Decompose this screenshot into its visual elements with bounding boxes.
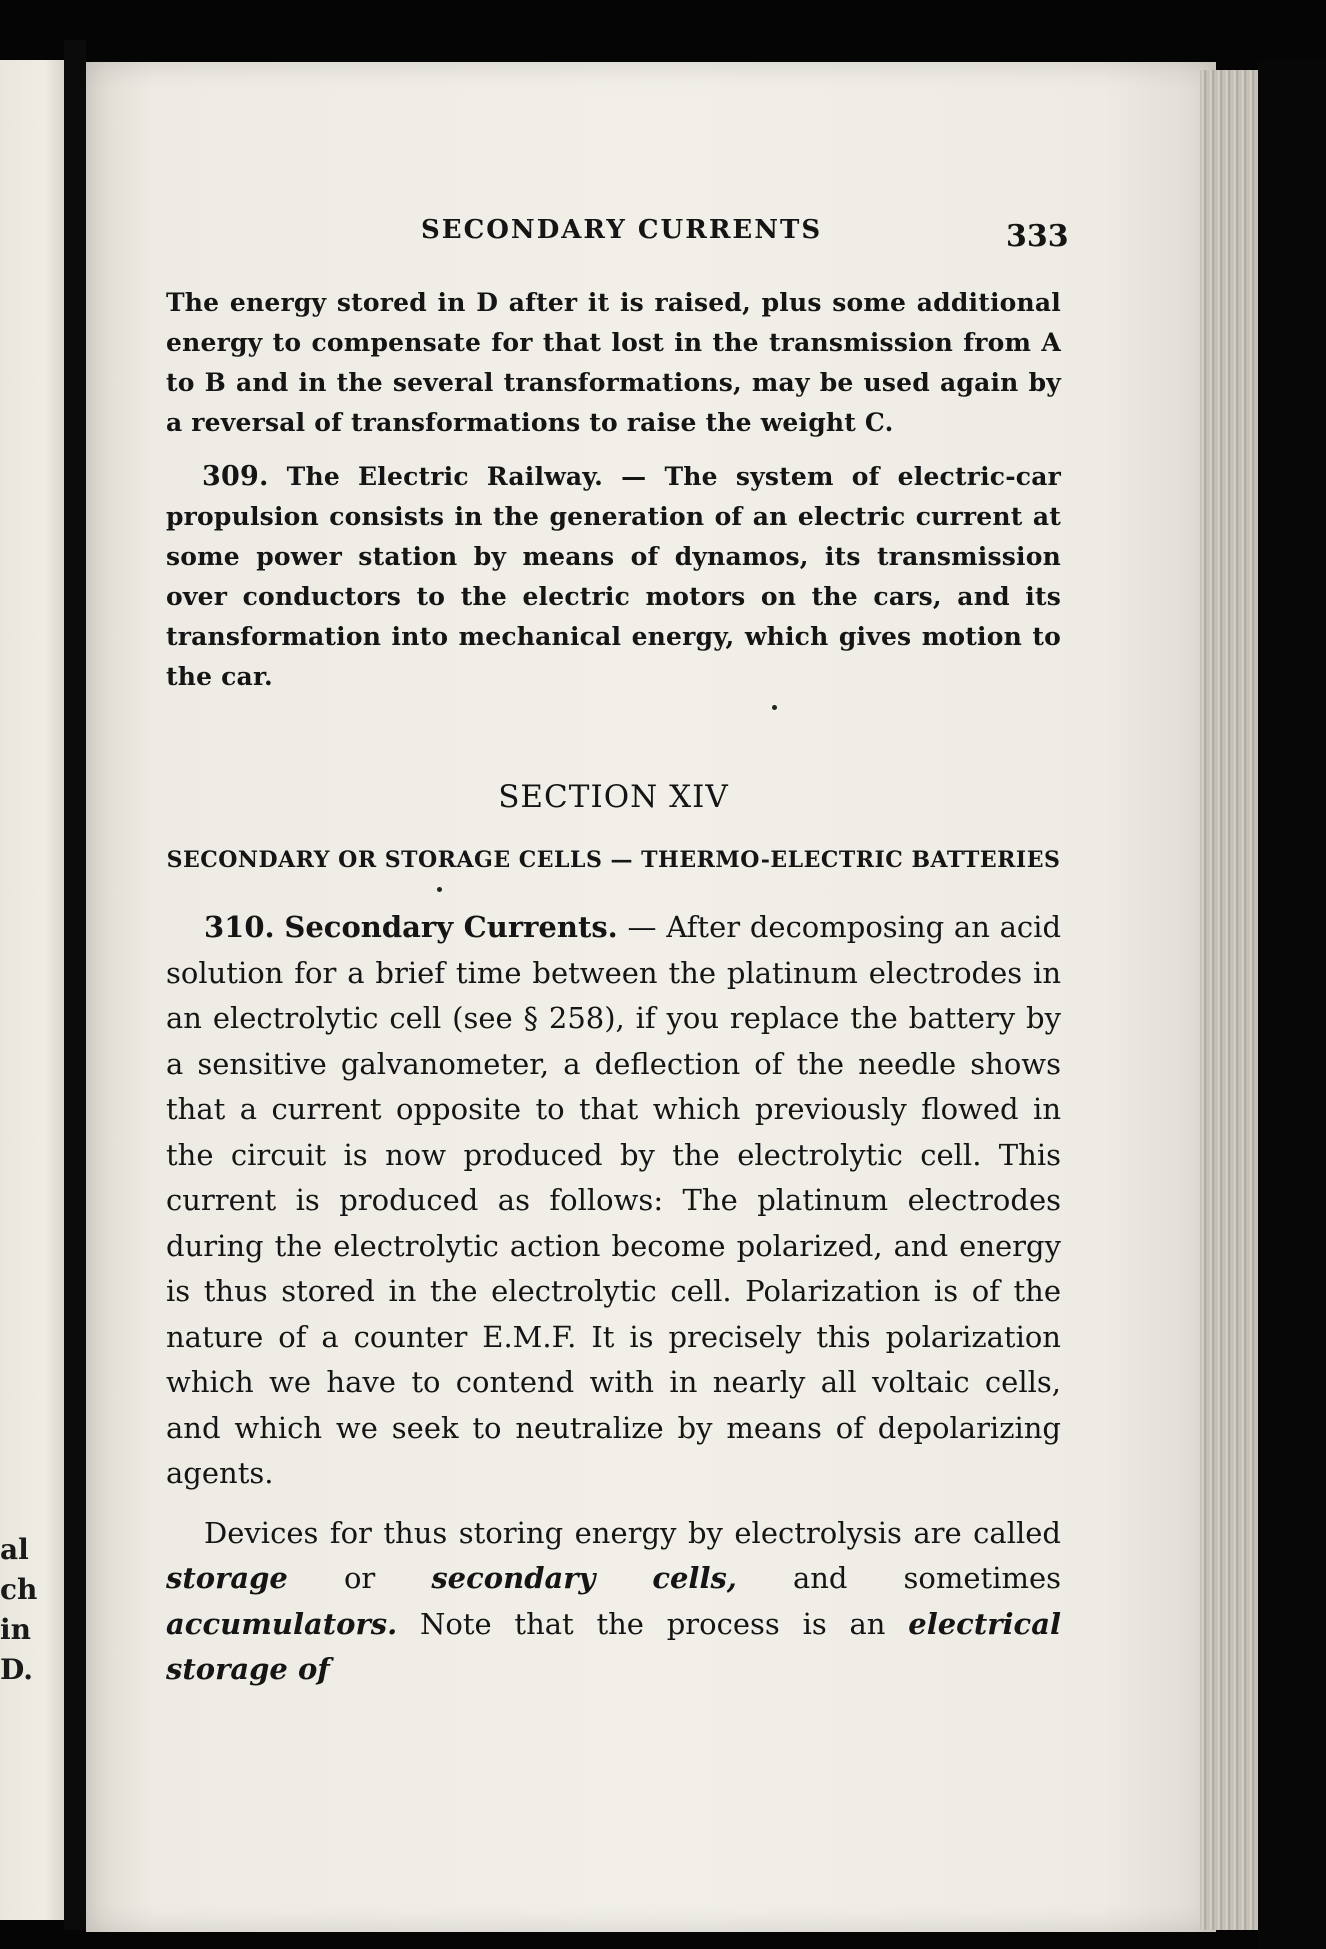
text-run: and sometimes (792, 1561, 1062, 1595)
paragraph-heading: The Electric Railway. (286, 462, 604, 491)
ink-speck (772, 705, 777, 710)
left-page-text-fragments (0, 1530, 60, 1690)
paragraph-heading: Secondary Currents. (284, 910, 618, 944)
italic-term: secondary cells, (431, 1561, 737, 1595)
text-run: Devices for thus storing energy by electrolysis are called (204, 1515, 1061, 1550)
page-number: 333 (1006, 219, 1069, 254)
paragraph-electric-railway (166, 457, 1061, 697)
section-number: 309. (202, 461, 269, 492)
section-number: 310. (204, 910, 275, 944)
paragraph-energy-stored: The energy stored in D after it is raised, plus some additional energy to compensate for that lost in the transmission from A to B and in the several transformations, may be used again by a reversal of transformations to raise the weight C. (166, 288, 1061, 437)
left-fragment: ch (0, 1573, 38, 1606)
text-run: or (343, 1561, 376, 1595)
italic-term: accumulators. (166, 1606, 398, 1641)
scan-background (1258, 60, 1326, 1949)
book-gutter (64, 40, 86, 1930)
page-stack-edge (1200, 70, 1260, 1930)
running-head (166, 205, 1069, 254)
left-fragment: in (0, 1613, 31, 1646)
italic-term: storage (166, 1561, 288, 1595)
paragraph-secondary-currents (166, 905, 1061, 1497)
left-fragment: D. (0, 1653, 34, 1686)
section-title: SECTION XIV (498, 779, 729, 815)
left-fragment: al (0, 1533, 29, 1566)
text-run: Note that the process is an (420, 1606, 886, 1641)
paragraph-storage-devices (166, 1511, 1061, 1693)
italic-term: electrical storage of (166, 1606, 1061, 1686)
paragraph-text: — After decomposing an acid solution for a brief time between the platinum electrodes in an electrolytic cell (see § 258), if you replace the battery by a sensitive galvanometer, a deflection of the needle shows that a current opposite to that which previously flowed in the circuit is now produced by the electrolytic cell. This current is produced as follows: The platinum electrodes during the electrolytic action become polarized, and energy is thus stored in the electrolytic cell. Polarization is of the nature of a counter E.M.F. It is precisely this polarization which we have to contend with in nearly all voltaic cells, and which we seek to neutralize by means of depolarizing agents. (166, 910, 1062, 1490)
ink-speck (437, 887, 442, 892)
page-content (166, 205, 1069, 1693)
paragraph-text: — The system of electric-car propulsion consists in the generation of an electric current at some power station by means of dynamos, its transmission over conductors to the electric motors on the cars, and its transformation into mechanical energy, which gives motion to the car. (166, 462, 1061, 691)
running-title: SECONDARY CURRENTS (421, 215, 823, 245)
section-subtitle: SECONDARY OR STORAGE CELLS — THERMO-ELECTRIC BATTERIES (166, 847, 1061, 873)
